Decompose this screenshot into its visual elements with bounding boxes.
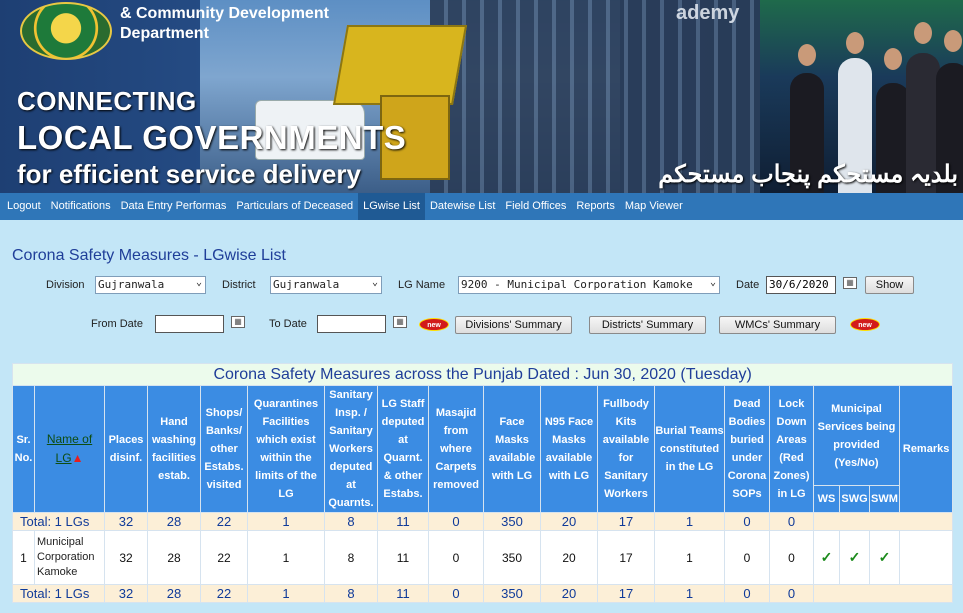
- header-shops-visited: Shops/ Banks/ other Estabs. visited: [201, 386, 248, 513]
- header-burial-teams: Burial Teams constituted in the LG: [655, 386, 725, 513]
- total-cell: 11: [378, 513, 429, 531]
- row-cell: 0: [429, 531, 484, 585]
- banner-face: [846, 32, 864, 54]
- total-cell-empty: [814, 585, 953, 603]
- banner-headline-1: CONNECTING: [17, 86, 197, 116]
- total-cell: 8: [325, 585, 378, 603]
- date-label: Date: [736, 279, 760, 291]
- lg-name-label: LG Name: [398, 279, 446, 291]
- header-name-of-lg[interactable]: [35, 386, 105, 513]
- swm-check-icon: ✓: [870, 531, 900, 585]
- wmcs-summary-button[interactable]: WMCs' Summary: [719, 316, 836, 334]
- chevron-down-icon: ⌄: [371, 277, 378, 288]
- total-cell: 0: [770, 513, 814, 531]
- total-cell: 0: [429, 513, 484, 531]
- total-cell: 0: [725, 513, 770, 531]
- total-cell: 350: [484, 513, 541, 531]
- header-sr-no: Sr. No.: [13, 386, 35, 513]
- header-municipal-services: Municipal Services being provided (Yes/No): [814, 386, 900, 486]
- header-n95-masks: N95 Face Masks available with LG: [541, 386, 598, 513]
- row-cell: 0: [725, 531, 770, 585]
- total-label: Total: 1 LGs: [13, 513, 105, 531]
- row-cell: 350: [484, 531, 541, 585]
- nav-notifications[interactable]: Notifications: [50, 200, 111, 212]
- districts-summary-button[interactable]: Districts' Summary: [589, 316, 706, 334]
- total-cell: 0: [429, 585, 484, 603]
- row-sr: 1: [13, 531, 35, 585]
- nav-map-viewer[interactable]: Map Viewer: [624, 200, 683, 212]
- nav-datewise-list[interactable]: Datewise List: [429, 200, 496, 212]
- lg-name-value: 9200 - Municipal Corporation Kamoke: [461, 278, 693, 291]
- banner-headline-2: LOCAL GOVERNMENTS: [17, 119, 407, 156]
- row-cell: 1: [655, 531, 725, 585]
- district-label: District: [222, 279, 256, 291]
- header-swg: SWG: [840, 486, 870, 513]
- banner-headline-3: for efficient service delivery: [17, 159, 361, 189]
- banner-academy-text: ademy: [676, 2, 740, 24]
- header-dead-bodies: Dead Bodies buried under Corona SOPs: [725, 386, 770, 513]
- banner-loader-truck: [333, 25, 467, 105]
- nav-logout[interactable]: Logout: [7, 200, 41, 212]
- to-date-label: To Date: [269, 318, 307, 330]
- table-caption: Corona Safety Measures across the Punjab Dated : Jun 30, 2020 (Tuesday): [13, 364, 953, 386]
- sort-by-name-link[interactable]: Name of LG: [46, 432, 93, 465]
- header-ws: WS: [814, 486, 840, 513]
- nav-particulars-of-deceased[interactable]: Particulars of Deceased: [236, 200, 354, 212]
- total-label: Total: 1 LGs: [13, 585, 105, 603]
- total-row-bottom: [13, 585, 953, 603]
- banner-face: [914, 22, 932, 44]
- row-cell: 1: [248, 531, 325, 585]
- total-cell: 1: [655, 513, 725, 531]
- row-cell: 22: [201, 531, 248, 585]
- total-cell: 11: [378, 585, 429, 603]
- nav-data-entry-performas[interactable]: Data Entry Performas: [120, 200, 227, 212]
- total-cell: 350: [484, 585, 541, 603]
- district-value: Gujranwala: [273, 278, 340, 291]
- nav-lgwise-list[interactable]: LGwise List: [358, 193, 425, 220]
- swg-check-icon: ✓: [840, 531, 870, 585]
- show-button[interactable]: Show: [865, 276, 914, 294]
- from-date-input[interactable]: [155, 315, 224, 333]
- header-places-disinfected: Places disinf.: [105, 386, 148, 513]
- total-cell: 32: [105, 513, 148, 531]
- main-content: [0, 220, 963, 613]
- row-remarks: [900, 531, 953, 585]
- row-cell: 8: [325, 531, 378, 585]
- total-cell: 28: [148, 585, 201, 603]
- calendar-icon[interactable]: ▦: [393, 316, 407, 328]
- header-fullbody-kits: Fullbody Kits available for Sanitary Workers: [598, 386, 655, 513]
- total-cell: 1: [248, 513, 325, 531]
- total-cell: 20: [541, 513, 598, 531]
- division-label: Division: [46, 279, 85, 291]
- row-cell: 32: [105, 531, 148, 585]
- from-date-label: From Date: [91, 318, 143, 330]
- total-cell: 22: [201, 585, 248, 603]
- calendar-icon[interactable]: ▦: [231, 316, 245, 328]
- total-cell: 0: [770, 585, 814, 603]
- total-cell: 17: [598, 513, 655, 531]
- nav-field-offices[interactable]: Field Offices: [505, 200, 567, 212]
- department-line-1: & Community Development: [120, 5, 329, 22]
- banner-face: [944, 30, 962, 52]
- header-swm: SWM: [870, 486, 900, 513]
- row-cell: 0: [770, 531, 814, 585]
- header-remarks: Remarks: [900, 386, 953, 513]
- total-cell: 22: [201, 513, 248, 531]
- header-lg-staff: LG Staff deputed at Quarnt. & other Estabs.: [378, 386, 429, 513]
- banner-face: [884, 48, 902, 70]
- department-name: [120, 4, 329, 44]
- division-select[interactable]: [95, 276, 206, 294]
- to-date-input[interactable]: [317, 315, 386, 333]
- row-cell: 17: [598, 531, 655, 585]
- header-face-masks: Face Masks available with LG: [484, 386, 541, 513]
- main-nav: [0, 193, 963, 220]
- nav-reports[interactable]: Reports: [576, 200, 615, 212]
- department-line-2: Department: [120, 25, 209, 42]
- total-cell: 1: [655, 585, 725, 603]
- ws-check-icon: ✓: [814, 531, 840, 585]
- header-hand-washing: Hand washing facilities estab.: [148, 386, 201, 513]
- row-lg-name: Municipal Corporation Kamoke: [35, 531, 105, 585]
- date-input[interactable]: 30/6/2020: [766, 276, 836, 294]
- calendar-icon[interactable]: ▦: [843, 277, 857, 289]
- header-sanitary-workers: Sanitary Insp. / Sanitary Workers deputed at Quarnts.: [325, 386, 378, 513]
- divisions-summary-button[interactable]: Divisions' Summary: [455, 316, 572, 334]
- district-select[interactable]: [270, 276, 382, 294]
- chevron-down-icon: ⌄: [195, 277, 202, 288]
- total-cell: 1: [248, 585, 325, 603]
- total-cell: 8: [325, 513, 378, 531]
- total-cell: 32: [105, 585, 148, 603]
- total-cell-empty: [814, 513, 953, 531]
- new-badge-icon: new: [850, 318, 880, 331]
- header-lockdown-areas: Lock Down Areas (Red Zones) in LG: [770, 386, 814, 513]
- header-quarantines: Quarantines Facilities which exist within the limits of the LG: [248, 386, 325, 513]
- total-row: [13, 513, 953, 531]
- header-masajid: Masajid from where Carpets removed: [429, 386, 484, 513]
- table-row: [13, 531, 953, 585]
- banner-face: [798, 44, 816, 66]
- total-cell: 20: [541, 585, 598, 603]
- division-value: Gujranwala: [98, 278, 165, 291]
- row-cell: 11: [378, 531, 429, 585]
- row-cell: 28: [148, 531, 201, 585]
- total-cell: 28: [148, 513, 201, 531]
- lg-name-select[interactable]: [458, 276, 720, 294]
- banner-urdu-slogan: بلدیہ مستحکم پنجاب مستحکم: [658, 161, 958, 188]
- new-badge-icon: new: [419, 318, 449, 331]
- total-cell: 0: [725, 585, 770, 603]
- row-cell: 20: [541, 531, 598, 585]
- header-banner: [0, 0, 963, 193]
- government-logo: [20, 2, 112, 60]
- total-cell: 17: [598, 585, 655, 603]
- corona-measures-table: [12, 363, 953, 603]
- chevron-down-icon: ⌄: [709, 277, 716, 288]
- sort-triangle-icon: ▲: [71, 451, 84, 465]
- page-title: Corona Safety Measures - LGwise List: [12, 247, 286, 264]
